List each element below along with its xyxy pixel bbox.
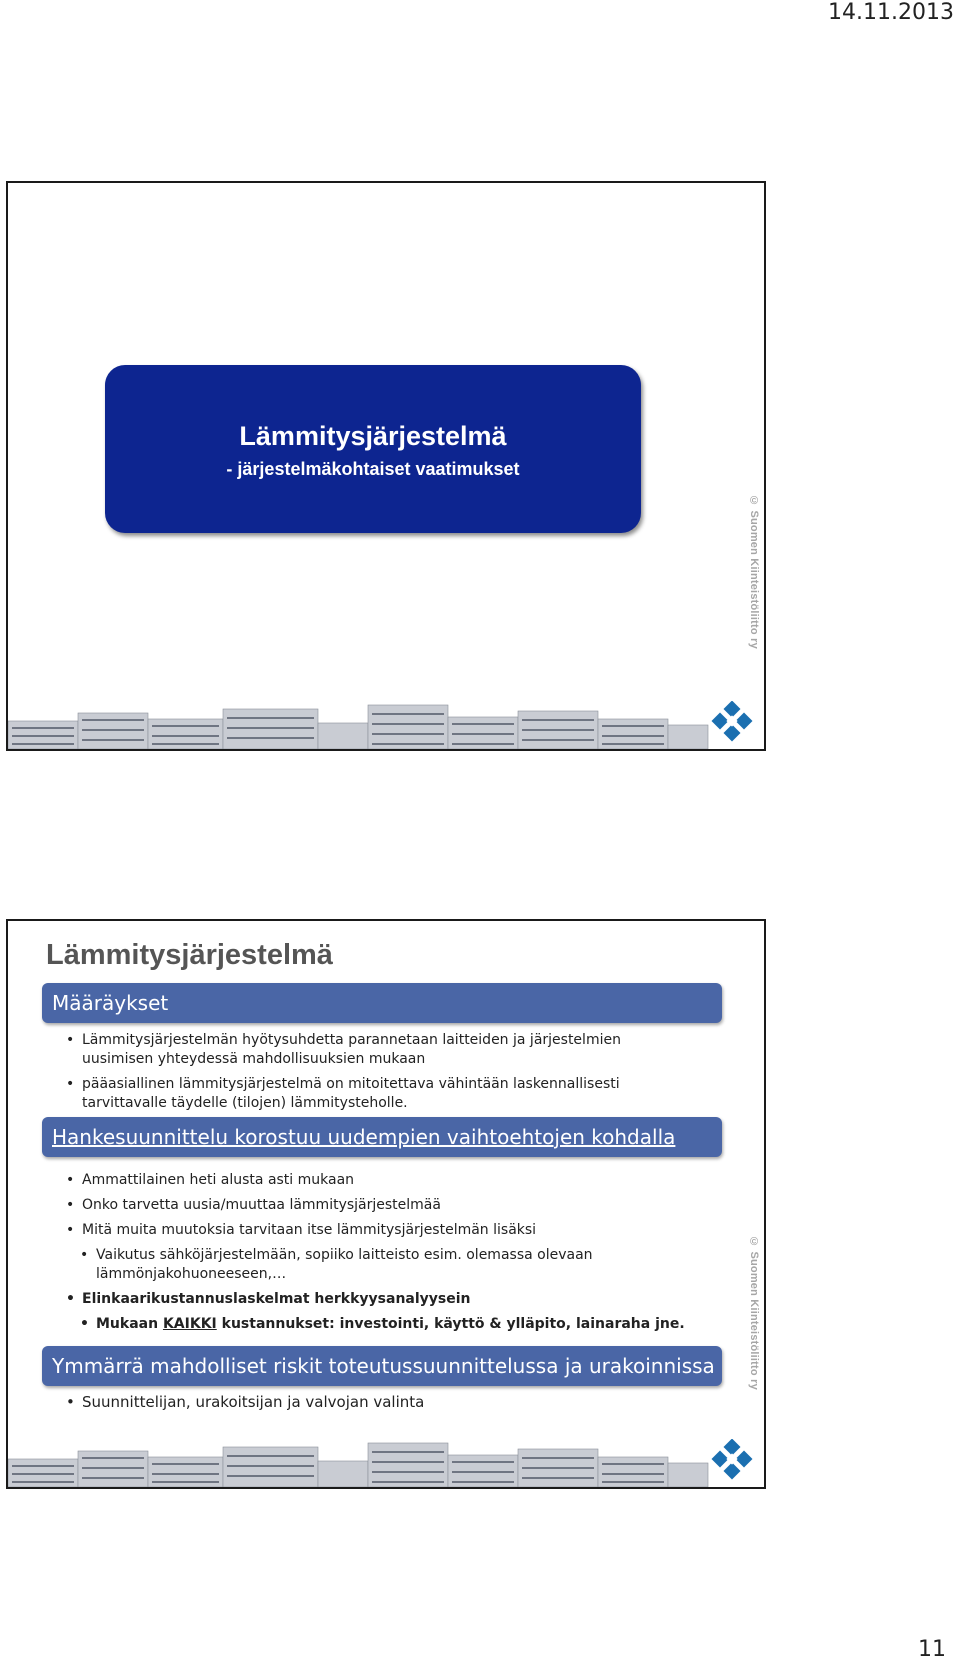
building-skyline-strip (8, 699, 764, 749)
bullet-list-riskit (66, 1393, 706, 1418)
list-item: • Lämmitysjärjestelmän hyötysuhdetta parannetaan laitteiden ja järjestelmien uusimisen yhteydessä mahdollisuuksien mukaan (66, 1031, 686, 1069)
list-item: • pääasiallinen lämmitysjärjestelmä on mitoitettava vähintään laskennallisesti tarvittavalle täydelle (tilojen) lämmitysteholle. (66, 1075, 686, 1113)
copyright-vertical: © Suomen Kiinteistöliitto ry (748, 1236, 760, 1390)
bullet-list-maaraykset (66, 1031, 686, 1119)
list-item: • Mitä muita muutoksia tarvitaan itse lämmitysjärjestelmän lisäksi (66, 1221, 706, 1240)
page-number: 11 (918, 1637, 946, 1662)
list-item-prefix: Mukaan (96, 1316, 163, 1332)
list-item: • Elinkaarikustannuslaskelmat herkkyysanalyysein (66, 1290, 706, 1309)
list-item: • Suunnittelijan, urakoitsijan ja valvojan valinta (66, 1393, 706, 1412)
slide-subtitle: - järjestelmäkohtaiset vaatimukset (226, 459, 520, 479)
list-item: • Vaikutus sähköjärjestelmään, sopiiko laitteisto esim. olemassa olevaan lämmönjakohuoneeseen,… (80, 1246, 706, 1284)
section-heading-riskit: Ymmärrä mahdolliset riskit toteutussuunnittelussa ja urakoinnissa (42, 1346, 722, 1386)
slide-2 (6, 919, 766, 1489)
title-box (105, 365, 641, 533)
list-item: • Ammattilainen heti alusta asti mukaan (66, 1171, 706, 1190)
slide-title: Lämmitysjärjestelmä (239, 421, 507, 451)
bullet-list-hankesuunnittelu (66, 1171, 706, 1340)
slide-title: Lämmitysjärjestelmä (46, 939, 333, 971)
list-item (80, 1315, 706, 1334)
list-item: • Onko tarvetta uusia/muuttaa lämmitysjärjestelmää (66, 1196, 706, 1215)
slide-1 (6, 181, 766, 751)
list-item-suffix: kustannukset: investointi, käyttö & ylläpito, lainaraha jne. (216, 1316, 685, 1332)
copyright-vertical: © Suomen Kiinteistöliitto ry (748, 495, 760, 649)
kiinteistoliitto-logo (708, 701, 758, 745)
section-heading-hankesuunnittelu: Hankesuunnittelu korostuu uudempien vaihtoehtojen kohdalla (42, 1117, 722, 1157)
section-heading-maaraykset: Määräykset (42, 983, 722, 1023)
document-date: 14.11.2013 (828, 0, 954, 25)
kiinteistoliitto-logo (708, 1439, 758, 1483)
list-item-emphasis: KAIKKI (162, 1316, 217, 1332)
building-skyline-strip (8, 1437, 764, 1487)
